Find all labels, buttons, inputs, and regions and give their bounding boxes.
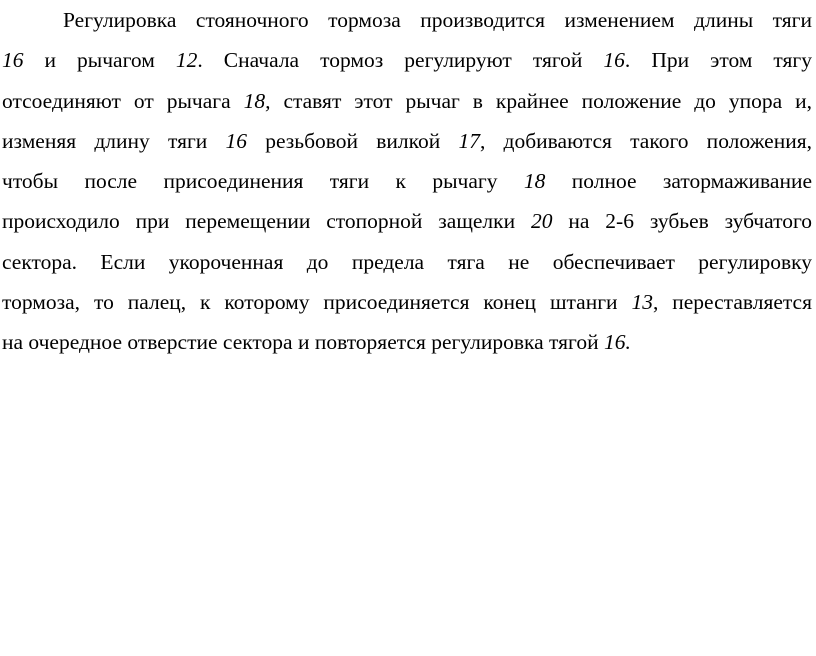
paragraph-line — [2, 121, 812, 161]
text-run: и рычагом — [23, 48, 176, 73]
paragraph-line — [2, 161, 812, 201]
reference-number: 17 — [458, 128, 480, 153]
text-run: сектора. Если укороченная до предела тяга не обеспечивает регулировку — [2, 249, 812, 274]
document-page — [2, 0, 812, 363]
text-run: на очередное отверстие сектора и повторяется регулировка тягой — [2, 330, 604, 355]
reference-number: 16. — [603, 330, 631, 355]
paragraph-line — [2, 242, 812, 282]
reference-number: 20 — [531, 209, 553, 234]
reference-number: 16 — [2, 48, 24, 73]
text-run: Регулировка стояночного тормоза производится изменением длины тяги — [63, 8, 812, 32]
text-run: . При этом тягу — [624, 48, 813, 73]
reference-number: 12 — [175, 48, 198, 73]
text-run: чтобы после присоединения тяги к рычагу — [2, 169, 524, 194]
text-run: ставят этот рычаг в крайнее положение до упора и, — [270, 88, 812, 113]
reference-number: 16 — [225, 128, 248, 153]
text-run: , переставляется — [652, 290, 812, 315]
paragraph-line — [2, 322, 812, 362]
text-run: резьбовой вилкой — [247, 128, 459, 153]
text-run: полное затормаживание — [545, 169, 812, 194]
text-run: . Сначала тормоз регулируют тягой — [197, 48, 604, 73]
text-run: изменяя длину тяги — [2, 128, 226, 153]
paragraph-line — [2, 0, 812, 40]
text-run: на 2-6 зубьев зубчатого — [552, 209, 812, 234]
paragraph-line — [2, 81, 812, 121]
paragraph-line — [2, 40, 812, 80]
reference-number: 18 — [523, 169, 546, 194]
paragraph-line — [2, 282, 812, 322]
body-paragraph — [2, 0, 812, 363]
text-run: , добиваются такого положения, — [479, 128, 812, 153]
reference-number: 18, — [243, 88, 271, 113]
reference-number: 13 — [631, 290, 653, 315]
text-run: тормоза, то палец, к которому присоединяется конец штанги — [2, 290, 632, 315]
paragraph-line — [2, 201, 812, 241]
text-run: отсоединяют от рычага — [2, 88, 244, 113]
text-run: происходило при перемещении стопорной защелки — [2, 209, 531, 234]
reference-number: 16 — [603, 48, 625, 73]
